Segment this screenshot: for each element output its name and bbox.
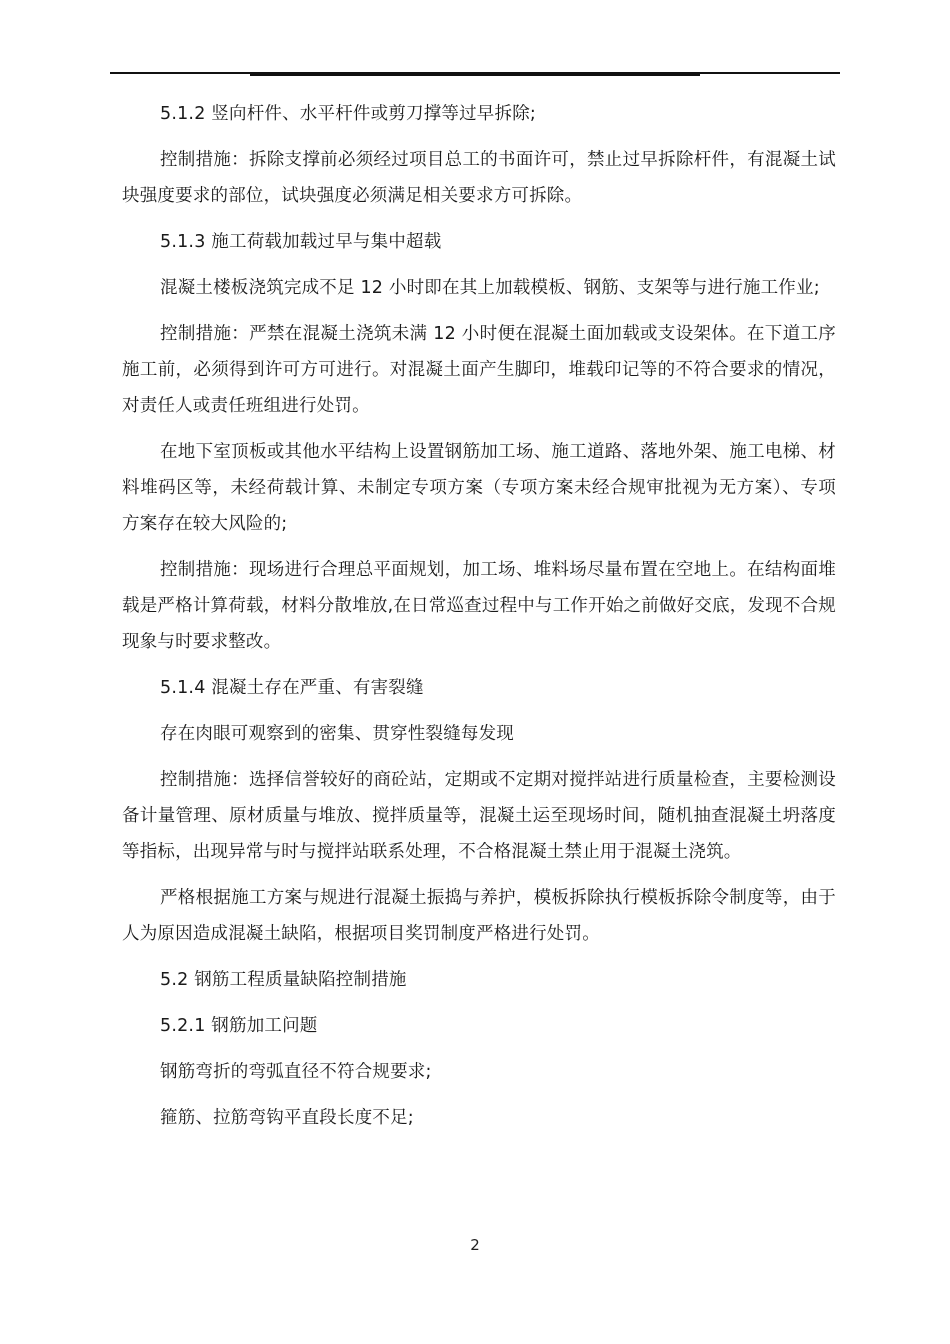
paragraph: 严格根据施工方案与规进行混凝土振捣与养护，模板拆除执行模板拆除令制度等，由于人为原因造成混凝土缺陷，根据项目奖罚制度严格进行处罚。 xyxy=(122,888,836,944)
heading-5-1-2: 5.1.2 竖向杆件、水平杆件或剪刀撑等过早拆除; xyxy=(160,104,536,124)
heading-5-1-4: 5.1.4 混凝土存在严重、有害裂缝 xyxy=(160,678,424,698)
paragraph: 混凝土楼板浇筑完成不足 12 小时即在其上加载模板、钢筋、支架等与进行施工作业; xyxy=(160,278,820,298)
page-number: 2 xyxy=(470,1236,480,1254)
paragraph: 控制措施：拆除支撑前必须经过项目总工的书面许可，禁止过早拆除杆件，有混凝土试块强度要求的部位，试块强度必须满足相关要求方可拆除。 xyxy=(122,150,836,206)
body-text xyxy=(122,96,836,1146)
paragraph: 箍筋、拉筋弯钩平直段长度不足; xyxy=(160,1108,414,1128)
paragraph: 控制措施：选择信誉较好的商砼站，定期或不定期对搅拌站进行质量检查，主要检测设备计量管理、原材质量与堆放、搅拌质量等，混凝土运至现场时间，随机抽查混凝土坍落度等指标，出现异常与时与搅拌站联系处理，不合格混凝土禁止用于混凝土浇筑。 xyxy=(122,770,836,862)
paragraph: 钢筋弯折的弯弧直径不符合规要求; xyxy=(160,1062,432,1082)
heading-5-2-1: 5.2.1 钢筋加工问题 xyxy=(160,1016,318,1036)
paragraph: 存在肉眼可观察到的密集、贯穿性裂缝每发现 xyxy=(160,724,514,744)
header-rule-accent xyxy=(250,73,700,76)
heading-5-1-3: 5.1.3 施工荷载加载过早与集中超载 xyxy=(160,232,442,252)
heading-5-2: 5.2 钢筋工程质量缺陷控制措施 xyxy=(160,970,407,990)
paragraph: 在地下室顶板或其他水平结构上设置钢筋加工场、施工道路、落地外架、施工电梯、材料堆码区等，未经荷载计算、未制定专项方案（专项方案未经合规审批视为无方案）、专项方案存在较大风险的; xyxy=(122,442,836,534)
paragraph: 控制措施：严禁在混凝土浇筑未满 12 小时便在混凝土面加载或支设架体。在下道工序施工前，必须得到许可方可进行。对混凝土面产生脚印，堆载印记等的不符合要求的情况，对责任人或责任班组进行处罚。 xyxy=(122,324,836,416)
paragraph: 控制措施：现场进行合理总平面规划，加工场、堆料场尽量布置在空地上。在结构面堆载是严格计算荷载，材料分散堆放,在日常巡查过程中与工作开始之前做好交底，发现不合规现象与时要求整改。 xyxy=(122,560,836,652)
